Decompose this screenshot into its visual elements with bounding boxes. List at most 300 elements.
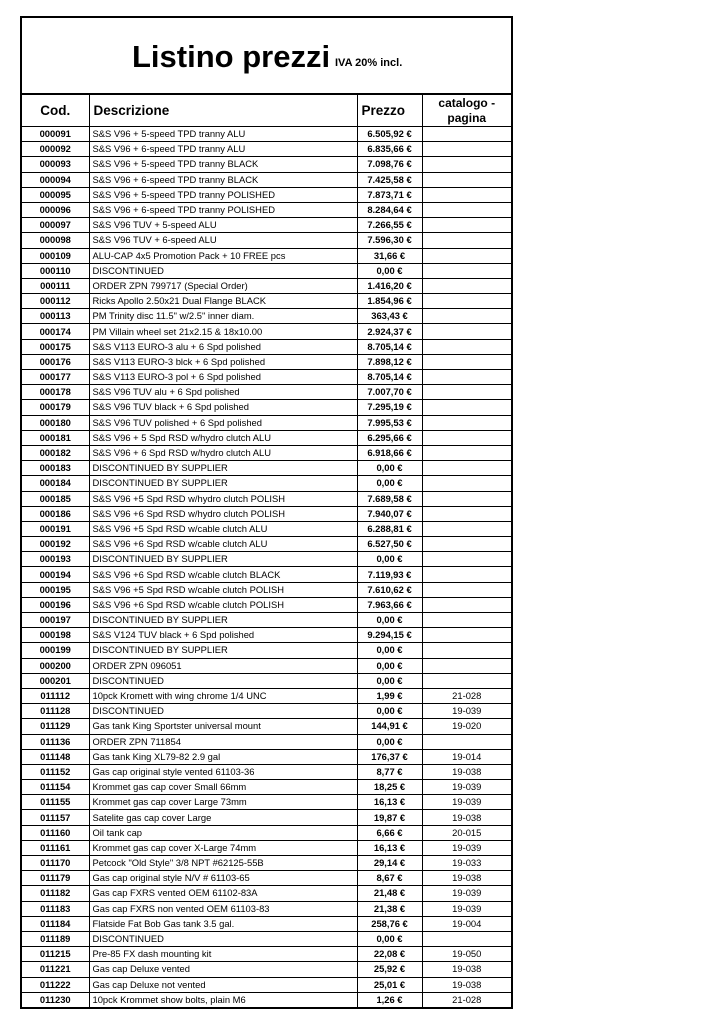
item-price: 7.963,66 € [357,597,422,612]
item-price: 0,00 € [357,673,422,688]
item-catalog-page [422,643,512,658]
item-catalog-page [422,582,512,597]
table-row [21,339,512,354]
item-description: Gas tank King Sportster universal mount [89,719,357,734]
item-description: Petcock "Old Style" 3/8 NPT #62125-55B [89,856,357,871]
item-description: Gas tank King XL79-82 2.9 gal [89,749,357,764]
item-price: 25,01 € [357,977,422,992]
table-row [21,734,512,749]
item-code: 000110 [21,263,89,278]
table-row [21,354,512,369]
item-catalog-page [422,248,512,263]
table-row [21,415,512,430]
table-row [21,871,512,886]
table-row [21,749,512,764]
item-description: Gas cap FXRS non vented OEM 61103-83 [89,901,357,916]
table-header-row [21,94,512,127]
item-catalog-page [422,233,512,248]
item-price: 144,91 € [357,719,422,734]
item-price: 6.918,66 € [357,445,422,460]
item-code: 000196 [21,597,89,612]
item-code: 000198 [21,628,89,643]
item-description: S&S V124 TUV black + 6 Spd polished [89,628,357,643]
item-catalog-page: 21-028 [422,992,512,1008]
item-description: Krommet gas cap cover X-Large 74mm [89,840,357,855]
item-catalog-page: 19-039 [422,704,512,719]
item-catalog-page: 19-038 [422,764,512,779]
item-description: S&S V96 +6 Spd RSD w/hydro clutch POLISH [89,506,357,521]
table-row [21,764,512,779]
item-description: S&S V96 +5 Spd RSD w/hydro clutch POLISH [89,491,357,506]
item-catalog-page [422,931,512,946]
item-code: 000193 [21,552,89,567]
item-price: 0,00 € [357,613,422,628]
table-row [21,962,512,977]
item-code: 011157 [21,810,89,825]
item-price: 8,67 € [357,871,422,886]
item-catalog-page [422,445,512,460]
item-description: 10pck Krommet show bolts, plain M6 [89,992,357,1008]
item-price: 0,00 € [357,734,422,749]
item-price: 0,00 € [357,704,422,719]
item-code: 000091 [21,127,89,142]
item-code: 000186 [21,506,89,521]
item-catalog-page [422,263,512,278]
item-code: 011154 [21,780,89,795]
item-catalog-page [422,476,512,491]
item-catalog-page [422,491,512,506]
item-price: 0,00 € [357,461,422,476]
item-price: 21,38 € [357,901,422,916]
item-price: 8.705,14 € [357,339,422,354]
item-catalog-page [422,734,512,749]
price-list-sheet [20,16,513,1009]
item-description: ORDER ZPN 799717 (Special Order) [89,278,357,293]
item-code: 000185 [21,491,89,506]
item-catalog-page [422,567,512,582]
item-price: 1,99 € [357,688,422,703]
item-description: Krommet gas cap cover Large 73mm [89,795,357,810]
table-row [21,825,512,840]
table-row [21,931,512,946]
item-catalog-page [422,354,512,369]
item-description: Gas cap FXRS vented OEM 61102-83A [89,886,357,901]
page-title: Listino prezzi [132,39,331,74]
item-catalog-page [422,506,512,521]
item-catalog-page: 19-004 [422,916,512,931]
col-header-description: Descrizione [89,94,357,127]
table-row [21,840,512,855]
item-code: 000177 [21,370,89,385]
item-code: 000112 [21,294,89,309]
table-row [21,597,512,612]
price-table [20,93,513,1009]
item-description: DISCONTINUED BY SUPPLIER [89,476,357,491]
item-description: S&S V113 EURO-3 pol + 6 Spd polished [89,370,357,385]
item-code: 011161 [21,840,89,855]
item-price: 7.873,71 € [357,187,422,202]
item-catalog-page: 20-015 [422,825,512,840]
item-description: DISCONTINUED [89,704,357,719]
table-row [21,521,512,536]
item-catalog-page [422,157,512,172]
item-price: 0,00 € [357,931,422,946]
item-price: 7.995,53 € [357,415,422,430]
item-code: 011215 [21,947,89,962]
table-row [21,810,512,825]
item-code: 011222 [21,977,89,992]
item-code: 000179 [21,400,89,415]
item-code: 011129 [21,719,89,734]
col-header-catalog: catalogo - pagina [422,94,512,127]
item-code: 011112 [21,688,89,703]
item-catalog-page [422,415,512,430]
item-description: S&S V96 + 6-speed TPD tranny ALU [89,142,357,157]
item-price: 6.288,81 € [357,521,422,536]
item-description: S&S V96 + 6-speed TPD tranny BLACK [89,172,357,187]
item-code: 011189 [21,931,89,946]
table-row [21,628,512,643]
table-row [21,643,512,658]
item-catalog-page [422,370,512,385]
item-code: 000181 [21,430,89,445]
item-price: 9.294,15 € [357,628,422,643]
table-row [21,445,512,460]
item-price: 19,87 € [357,810,422,825]
item-description: S&S V96 TUV alu + 6 Spd polished [89,385,357,400]
item-catalog-page [422,187,512,202]
item-price: 1.854,96 € [357,294,422,309]
item-code: 011148 [21,749,89,764]
item-catalog-page: 19-039 [422,901,512,916]
item-price: 2.924,37 € [357,324,422,339]
table-row [21,309,512,324]
item-price: 8,77 € [357,764,422,779]
table-row [21,187,512,202]
item-code: 000194 [21,567,89,582]
item-price: 176,37 € [357,749,422,764]
item-catalog-page [422,537,512,552]
table-row [21,294,512,309]
item-price: 0,00 € [357,658,422,673]
table-row [21,248,512,263]
item-code: 000178 [21,385,89,400]
table-row [21,947,512,962]
table-row [21,461,512,476]
item-code: 011183 [21,901,89,916]
table-row [21,886,512,901]
item-code: 000199 [21,643,89,658]
item-code: 011182 [21,886,89,901]
item-price: 7.610,62 € [357,582,422,597]
col-header-code: Cod. [21,94,89,127]
table-row [21,385,512,400]
item-catalog-page [422,613,512,628]
table-row [21,977,512,992]
table-row [21,613,512,628]
item-code: 000191 [21,521,89,536]
item-description: S&S V96 TUV + 6-speed ALU [89,233,357,248]
table-row [21,127,512,142]
item-description: PM Trinity disc 11.5" w/2.5" inner diam. [89,309,357,324]
item-catalog-page [422,385,512,400]
item-price: 7.119,93 € [357,567,422,582]
item-catalog-page [422,597,512,612]
item-description: S&S V96 + 5 Spd RSD w/hydro clutch ALU [89,430,357,445]
item-price: 1.416,20 € [357,278,422,293]
item-description: 10pck Kromett with wing chrome 1/4 UNC [89,688,357,703]
item-code: 000184 [21,476,89,491]
item-catalog-page [422,521,512,536]
table-row [21,795,512,810]
item-catalog-page: 19-039 [422,840,512,855]
item-code: 000094 [21,172,89,187]
item-price: 7.007,70 € [357,385,422,400]
table-row [21,719,512,734]
item-description: S&S V96 + 5-speed TPD tranny BLACK [89,157,357,172]
item-catalog-page [422,461,512,476]
item-catalog-page [422,172,512,187]
item-description: S&S V96 + 6-speed TPD tranny POLISHED [89,202,357,217]
table-row [21,400,512,415]
item-description: S&S V96 +5 Spd RSD w/cable clutch ALU [89,521,357,536]
col-header-price: Prezzo [357,94,422,127]
item-description: S&S V113 EURO-3 alu + 6 Spd polished [89,339,357,354]
item-description: S&S V96 + 5-speed TPD tranny POLISHED [89,187,357,202]
item-code: 011128 [21,704,89,719]
item-description: S&S V96 + 6 Spd RSD w/hydro clutch ALU [89,445,357,460]
item-description: S&S V96 TUV polished + 6 Spd polished [89,415,357,430]
item-price: 1,26 € [357,992,422,1008]
item-description: Flatside Fat Bob Gas tank 3.5 gal. [89,916,357,931]
item-price: 7.689,58 € [357,491,422,506]
table-row [21,673,512,688]
item-description: S&S V113 EURO-3 blck + 6 Spd polished [89,354,357,369]
item-code: 000176 [21,354,89,369]
item-code: 011136 [21,734,89,749]
item-code: 000097 [21,218,89,233]
item-catalog-page: 19-039 [422,795,512,810]
item-catalog-page: 19-038 [422,871,512,886]
item-description: PM Villain wheel set 21x2.15 & 18x10.00 [89,324,357,339]
item-price: 31,66 € [357,248,422,263]
item-price: 6.505,92 € [357,127,422,142]
item-price: 18,25 € [357,780,422,795]
item-code: 011155 [21,795,89,810]
item-code: 000197 [21,613,89,628]
item-description: DISCONTINUED [89,263,357,278]
item-catalog-page [422,127,512,142]
item-price: 7.098,76 € [357,157,422,172]
item-price: 0,00 € [357,552,422,567]
item-catalog-page [422,673,512,688]
item-description: Ricks Apollo 2.50x21 Dual Flange BLACK [89,294,357,309]
item-catalog-page: 19-038 [422,962,512,977]
item-description: S&S V96 +6 Spd RSD w/cable clutch BLACK [89,567,357,582]
item-code: 011170 [21,856,89,871]
item-description: ORDER ZPN 711854 [89,734,357,749]
item-code: 000175 [21,339,89,354]
item-price: 6.527,50 € [357,537,422,552]
item-price: 0,00 € [357,643,422,658]
item-catalog-page: 19-038 [422,810,512,825]
item-code: 000095 [21,187,89,202]
item-catalog-page [422,339,512,354]
item-code: 000201 [21,673,89,688]
table-row [21,278,512,293]
item-code: 011221 [21,962,89,977]
item-description: S&S V96 +5 Spd RSD w/cable clutch POLISH [89,582,357,597]
item-price: 7.266,55 € [357,218,422,233]
item-code: 000111 [21,278,89,293]
vat-note: IVA 20% incl. [335,57,403,69]
item-description: DISCONTINUED [89,931,357,946]
item-catalog-page: 19-039 [422,780,512,795]
table-row [21,567,512,582]
item-catalog-page [422,142,512,157]
item-price: 6.835,66 € [357,142,422,157]
item-code: 000182 [21,445,89,460]
item-code: 000096 [21,202,89,217]
item-catalog-page [422,628,512,643]
item-catalog-page [422,552,512,567]
item-code: 000183 [21,461,89,476]
table-row [21,537,512,552]
item-description: S&S V96 TUV + 5-speed ALU [89,218,357,233]
item-code: 000093 [21,157,89,172]
table-row [21,142,512,157]
item-code: 000200 [21,658,89,673]
item-description: DISCONTINUED BY SUPPLIER [89,643,357,658]
item-description: DISCONTINUED BY SUPPLIER [89,461,357,476]
item-code: 000180 [21,415,89,430]
item-description: DISCONTINUED [89,673,357,688]
table-row [21,263,512,278]
table-row [21,430,512,445]
item-description: ALU-CAP 4x5 Promotion Pack + 10 FREE pcs [89,248,357,263]
table-row [21,901,512,916]
item-price: 16,13 € [357,840,422,855]
table-row [21,157,512,172]
item-code: 000174 [21,324,89,339]
item-description: S&S V96 +6 Spd RSD w/cable clutch POLISH [89,597,357,612]
item-code: 000092 [21,142,89,157]
item-catalog-page: 19-033 [422,856,512,871]
table-row [21,218,512,233]
table-row [21,658,512,673]
item-description: S&S V96 +6 Spd RSD w/cable clutch ALU [89,537,357,552]
item-description: DISCONTINUED BY SUPPLIER [89,552,357,567]
item-catalog-page: 21-028 [422,688,512,703]
item-price: 0,00 € [357,476,422,491]
item-price: 7.596,30 € [357,233,422,248]
item-catalog-page: 19-038 [422,977,512,992]
item-description: Gas cap Deluxe vented [89,962,357,977]
item-price: 7.940,07 € [357,506,422,521]
table-row [21,704,512,719]
item-price: 21,48 € [357,886,422,901]
table-row [21,916,512,931]
table-row [21,506,512,521]
item-catalog-page [422,309,512,324]
item-description: Gas cap original style vented 61103-36 [89,764,357,779]
item-description: S&S V96 TUV black + 6 Spd polished [89,400,357,415]
item-catalog-page [422,202,512,217]
item-price: 0,00 € [357,263,422,278]
item-price: 8.284,64 € [357,202,422,217]
table-row [21,992,512,1008]
table-row [21,780,512,795]
item-description: Oil tank cap [89,825,357,840]
table-row [21,476,512,491]
item-description: Satelite gas cap cover Large [89,810,357,825]
table-row [21,172,512,187]
item-code: 011152 [21,764,89,779]
item-catalog-page: 19-039 [422,886,512,901]
item-catalog-page [422,400,512,415]
item-code: 011160 [21,825,89,840]
item-code: 011184 [21,916,89,931]
table-row [21,552,512,567]
item-catalog-page: 19-014 [422,749,512,764]
item-price: 7.425,58 € [357,172,422,187]
table-row [21,202,512,217]
item-price: 6.295,66 € [357,430,422,445]
item-description: S&S V96 + 5-speed TPD tranny ALU [89,127,357,142]
table-row [21,491,512,506]
item-code: 000192 [21,537,89,552]
item-code: 000195 [21,582,89,597]
item-price: 16,13 € [357,795,422,810]
item-price: 7.295,19 € [357,400,422,415]
item-catalog-page [422,294,512,309]
item-catalog-page [422,324,512,339]
item-description: ORDER ZPN 096051 [89,658,357,673]
item-price: 25,92 € [357,962,422,977]
table-row [21,582,512,597]
item-catalog-page [422,658,512,673]
table-row [21,324,512,339]
item-catalog-page [422,430,512,445]
item-catalog-page: 19-020 [422,719,512,734]
item-price: 363,43 € [357,309,422,324]
item-price: 29,14 € [357,856,422,871]
item-code: 000113 [21,309,89,324]
item-code: 000098 [21,233,89,248]
item-price: 22,08 € [357,947,422,962]
item-description: DISCONTINUED BY SUPPLIER [89,613,357,628]
item-price: 7.898,12 € [357,354,422,369]
item-code: 011230 [21,992,89,1008]
table-row [21,233,512,248]
title-box [20,16,513,93]
table-row [21,370,512,385]
item-code: 011179 [21,871,89,886]
item-price: 8.705,14 € [357,370,422,385]
item-description: Gas cap original style N/V # 61103-65 [89,871,357,886]
table-row [21,688,512,703]
item-description: Pre-85 FX dash mounting kit [89,947,357,962]
item-catalog-page [422,278,512,293]
item-code: 000109 [21,248,89,263]
item-description: Krommet gas cap cover Small 66mm [89,780,357,795]
table-row [21,856,512,871]
item-price: 258,76 € [357,916,422,931]
item-price: 6,66 € [357,825,422,840]
item-catalog-page [422,218,512,233]
item-description: Gas cap Deluxe not vented [89,977,357,992]
item-catalog-page: 19-050 [422,947,512,962]
